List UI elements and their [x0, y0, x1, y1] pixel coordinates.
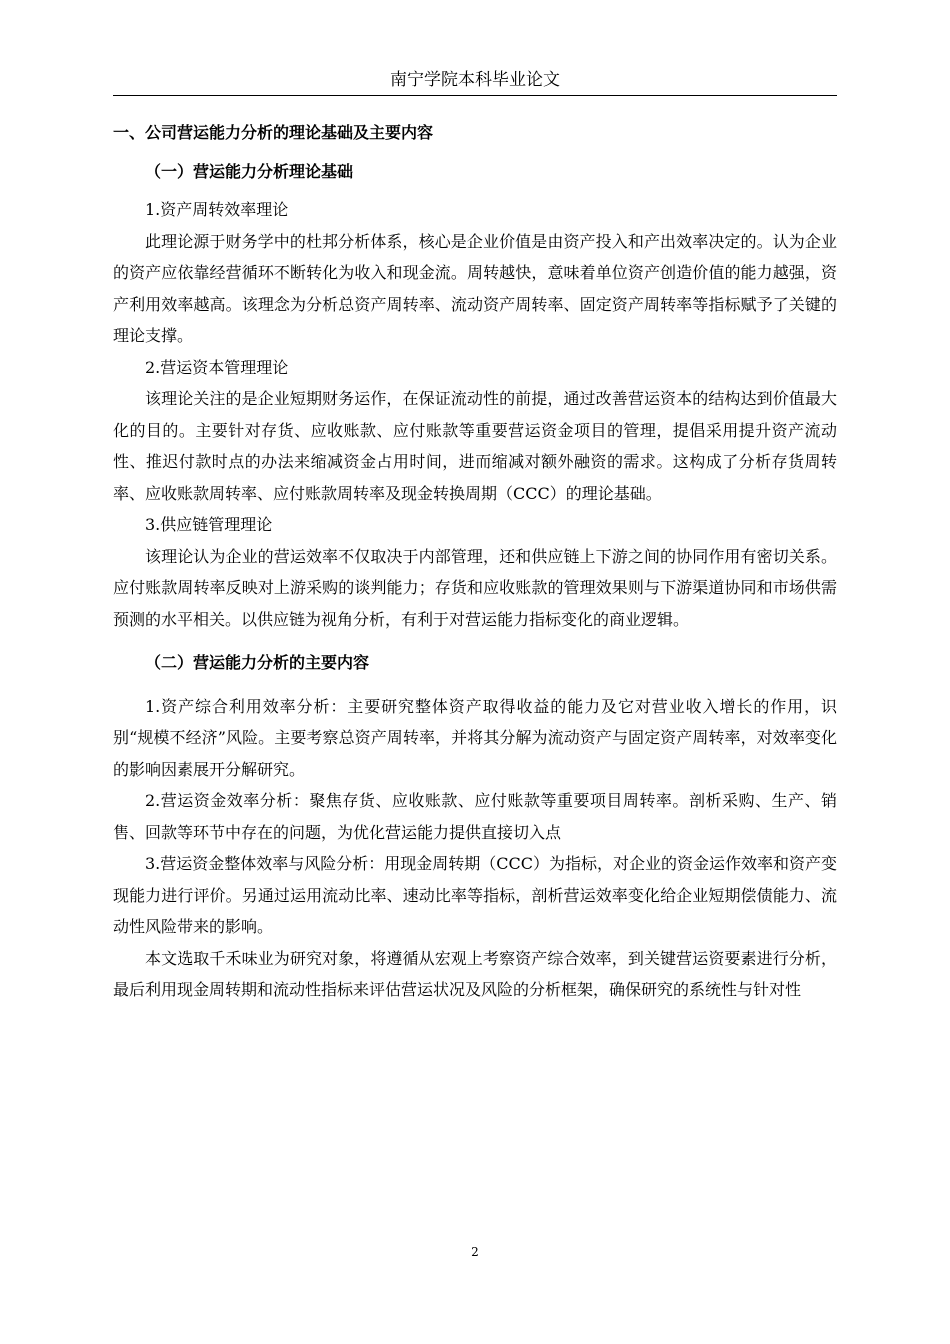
document-body — [113, 117, 837, 1006]
theory-heading-asset-turnover: 1.资产周转效率理论 — [145, 200, 289, 219]
theory-paragraph-working-capital: 该理论关注的是企业短期财务运作，在保证流动性的前提，通过改善营运资本的结构达到价值最大化的目的。主要针对存货、应收账款、应付账款等重要营运资金项目的管理，提倡采用提升资产流动性、推迟付款时点的办法来缩减资金占用时间，进而缩减对额外融资的需求。这构成了分析存货周转率、应收账款周转率、应付账款周转率及现金转换周期（CCC）的理论基础。 — [113, 389, 837, 503]
subsection-heading-theory: （一）营运能力分析理论基础 — [145, 161, 354, 181]
header-rule — [113, 95, 837, 96]
page-number: 2 — [471, 1245, 479, 1259]
content-paragraph-working-capital-efficiency: 2.营运资金效率分析：聚焦存货、应收账款、应付账款等重要项目周转率。剖析采购、生产、销售、回款等环节中存在的问题，为优化营运能力提供直接切入点 — [113, 791, 837, 842]
theory-heading-working-capital: 2.营运资本管理理论 — [145, 357, 289, 377]
content-paragraph-risk-analysis: 3.营运资金整体效率与风险分析：用现金周转期（CCC）为指标，对企业的资金运作效率和资产变现能力进行评价。另通过运用流动比率、速动比率等指标，剖析营运效率变化给企业短期偿债能力、流动性风险带来的影响。 — [113, 854, 837, 936]
subsection-heading-content: （二）营运能力分析的主要内容 — [145, 653, 370, 672]
theory-heading-supply-chain: 3.供应链管理理论 — [145, 515, 273, 534]
content-paragraph-asset-efficiency: 1.资产综合利用效率分析：主要研究整体资产取得收益的能力及它对营业收入增长的作用，识别“规模不经济”风险。主要考察总资产周转率，并将其分解为流动资产与固定资产周转率，对效率变化的影响因素展开分解研究。 — [113, 696, 837, 779]
content-paragraph-research-framework: 本文选取千禾味业为研究对象，将遵循从宏观上考察资产综合效率，到关键营运资要素进行分析，最后利用现金周转期和流动性指标来评估营运状况及风险的分析框架，确保研究的系统性与针对性 — [113, 948, 837, 999]
theory-paragraph-asset-turnover: 此理论源于财务学中的杜邦分析体系，核心是企业价值是由资产投入和产出效率决定的。认为企业的资产应依靠经营循环不断转化为收入和现金流。周转越快，意味着单位资产创造价值的能力越强，资产利用效率越高。该理念为分析总资产周转率、流动资产周转率、固定资产周转率等指标赋予了关键的理论支撑。 — [113, 231, 837, 345]
theory-paragraph-supply-chain: 该理论认为企业的营运效率不仅取决于内部管理，还和供应链上下游之间的协同作用有密切关系。应付账款周转率反映对上游采购的谈判能力；存货和应收账款的管理效果则与下游渠道协同和市场供需预测的水平相关。以供应链为视角分析，有利于对营运能力指标变化的商业逻辑。 — [113, 546, 837, 629]
section-heading: 一、公司营运能力分析的理论基础及主要内容 — [113, 123, 434, 142]
running-header: 南宁学院本科毕业论文 — [390, 70, 560, 90]
